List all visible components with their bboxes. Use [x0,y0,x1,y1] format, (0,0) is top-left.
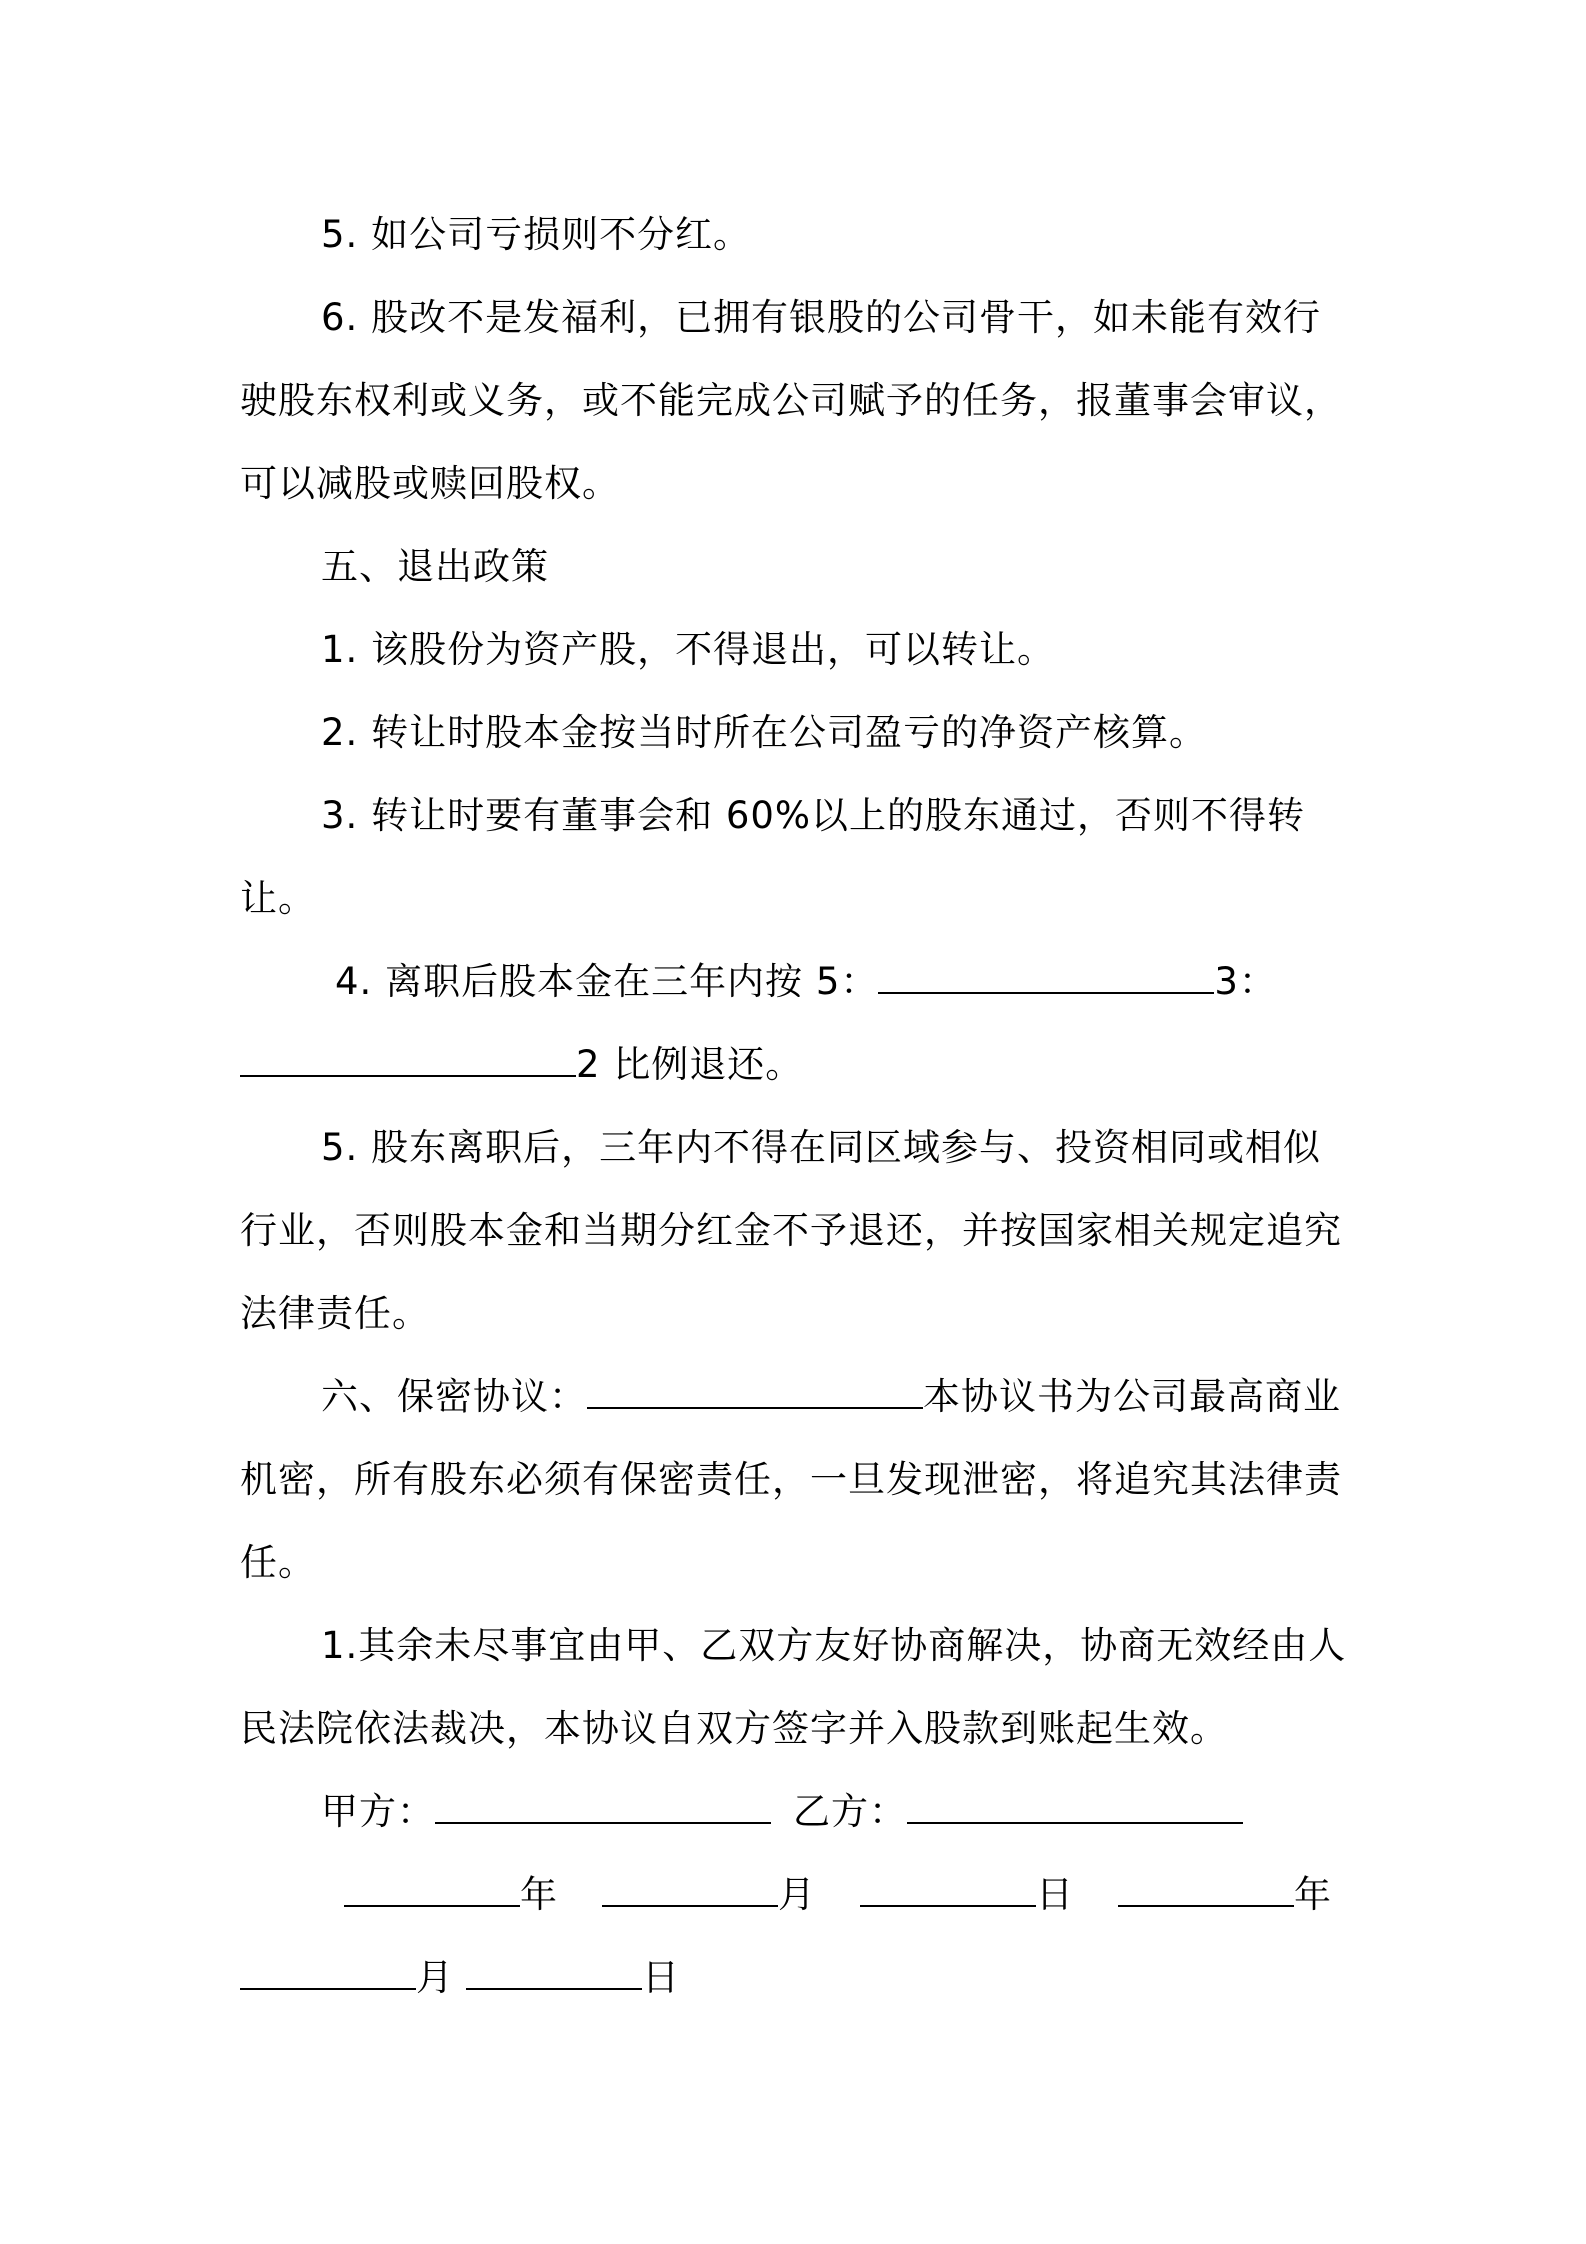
party-b-day-blank[interactable] [466,1958,642,1990]
party-a-month-blank[interactable] [602,1875,778,1907]
date-line-1 [240,1853,1355,1936]
exit-item-3: 3. 转让时要有董事会和 60%以上的股东通过，否则不得转让。 [240,794,1306,920]
year-label-a: 年 [520,1873,558,1916]
exit-item-4 [240,940,1355,1106]
party-b-month-blank[interactable] [240,1958,416,1990]
day-label-a: 日 [1036,1873,1074,1916]
exit-item-5: 5. 股东离职后，三年内不得在同区域参与、投资相同或相似行业，否则股本金和当期分红金不予退还，并按国家相关规定追究法律责任。 [240,1126,1342,1335]
clause-5-no-dividend: 5. 如公司亏损则不分红。 [321,213,752,256]
final-clause: 1.其余未尽事宜由甲、乙双方友好协商解决，协商无效经由人民法院依法裁决，本协议自双方签字并入股款到账起生效。 [240,1624,1347,1750]
party-b-label: 乙方： [793,1790,907,1833]
section-6-suffix: 本协议书为公司最高商业机密，所有股东必须有保密责任，一旦发现泄密，将追究其法律责任。 [240,1375,1342,1584]
party-b-signature-blank[interactable] [907,1792,1243,1824]
month-label-a: 月 [778,1873,816,1916]
exit-item-1: 1. 该股份为资产股，不得退出，可以转让。 [321,628,1056,671]
exit-item-4-suffix: 2 比例退还。 [576,1043,804,1086]
section-5-heading: 五、退出政策 [321,545,549,588]
exit-item-2: 2. 转让时股本金按当时所在公司盈亏的净资产核算。 [321,711,1208,754]
exit-item-4-prefix: 4. 离职后股本金在三年内按 5： [335,960,879,1003]
ratio-blank-1[interactable] [878,962,1214,994]
party-a-signature-blank[interactable] [435,1792,771,1824]
party-a-year-blank[interactable] [344,1875,520,1907]
party-a-label: 甲方： [321,1790,435,1833]
exit-item-4-mid: 3： [1214,960,1277,1003]
ratio-blank-2[interactable] [240,1045,576,1077]
clause-6-share-reform: 6. 股改不是发福利，已拥有银股的公司骨干，如未能有效行驶股东权利或义务，或不能完成公司赋予的任务，报董事会审议，可以减股或赎回股权。 [240,296,1342,505]
document-body [240,193,1355,2019]
year-label-b: 年 [1294,1873,1332,1916]
day-label-b: 日 [642,1956,680,1999]
party-b-year-blank[interactable] [1118,1875,1294,1907]
section-6-prefix: 六、保密协议： [321,1375,587,1418]
month-label-b: 月 [416,1956,454,1999]
party-a-day-blank[interactable] [860,1875,1036,1907]
date-line-2 [240,1936,1355,2019]
signature-line [240,1770,1355,1853]
section-6-confidentiality [240,1355,1355,1604]
confidentiality-blank[interactable] [587,1377,923,1409]
